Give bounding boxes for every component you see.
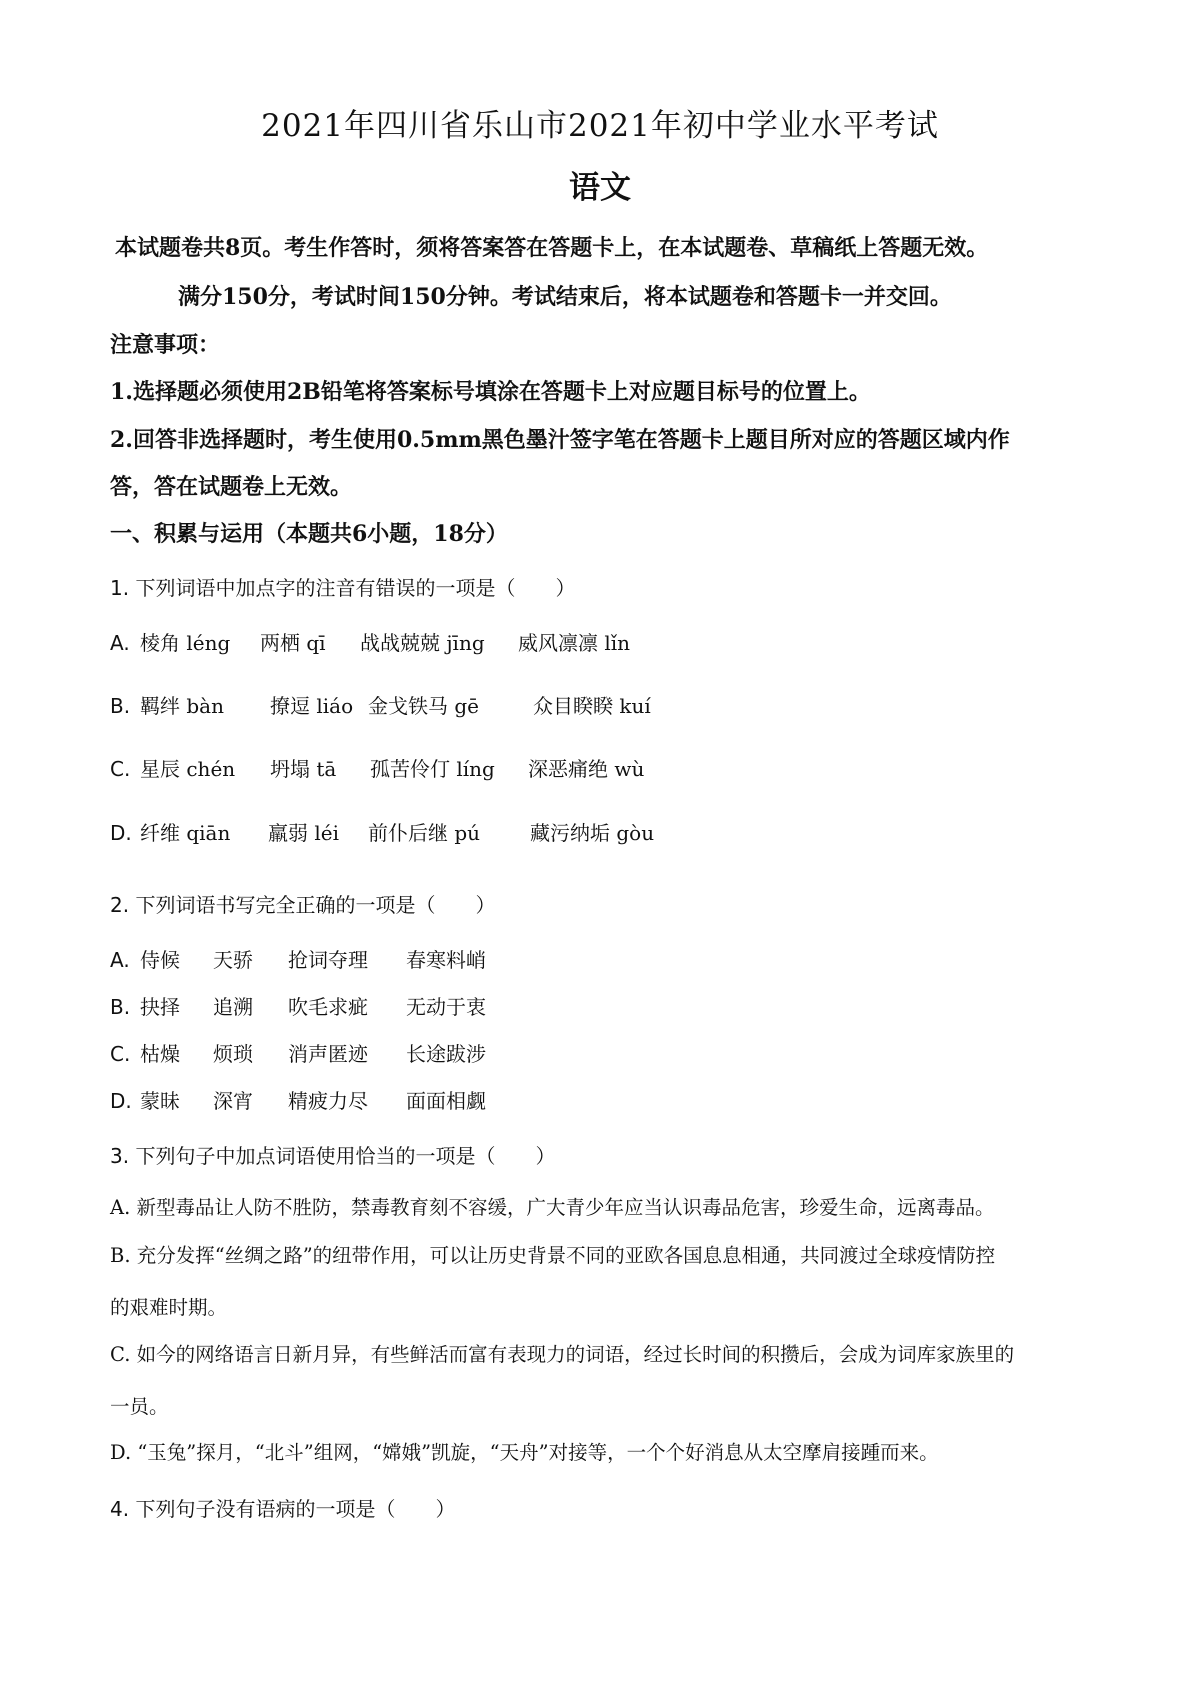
q3-option-d[interactable]: D. “玉兔”探月，“北斗”组网，“嫦娥”凯旋，“天舟”对接等，一个个好消息从太空摩肩接踵而来。 — [110, 1441, 939, 1464]
page-title: 2021年四川省乐山市2021年初中学业水平考试 — [261, 108, 939, 144]
option-item: 纤维 qiān — [140, 821, 231, 845]
option-item: 面面相觑 — [406, 1089, 486, 1113]
option-item: 蒙昧 — [140, 1089, 180, 1113]
question-3-stem: 3. 下列句子中加点词语使用恰当的一项是（ ） — [110, 1144, 556, 1168]
q3-option-b-line-1[interactable]: B. 充分发挥“丝绸之路”的纽带作用，可以让历史背景不同的亚欧各国息息相通，共同渡过全球疫情防控 — [110, 1244, 996, 1267]
option-mark: D. — [110, 1089, 132, 1113]
option-item: 深宵 — [213, 1089, 253, 1113]
option-mark: B. — [110, 694, 131, 718]
option-item: 棱角 léng — [140, 631, 231, 655]
question-1-stem: 1. 下列词语中加点字的注音有错误的一项是（ ） — [110, 576, 576, 600]
q2-option-b[interactable] — [110, 991, 486, 1020]
option-item: 春寒料峭 — [406, 948, 486, 972]
q1-option-c[interactable] — [110, 753, 644, 782]
option-item: 星辰 chén — [140, 757, 236, 781]
option-item: 烦琐 — [213, 1042, 253, 1066]
q2-option-c[interactable] — [110, 1038, 486, 1067]
question-4-stem: 4. 下列句子没有语病的一项是（ ） — [110, 1497, 456, 1521]
q2-option-d[interactable] — [110, 1085, 486, 1114]
question-2-stem: 2. 下列词语书写完全正确的一项是（ ） — [110, 893, 496, 917]
subject-title: 语文 — [569, 170, 631, 206]
q3-option-a[interactable]: A. 新型毒品让人防不胜防，禁毒教育刻不容缓，广大青少年应当认识毒品危害，珍爱生命，远离毒品。 — [110, 1196, 995, 1219]
option-item: 坍塌 tā — [270, 757, 337, 781]
option-item: 孤苦伶仃 líng — [370, 757, 495, 781]
option-item: 长途跋涉 — [406, 1042, 486, 1066]
option-item: 众目睽睽 kuí — [533, 694, 651, 718]
q3-option-b-line-2: 的艰难时期。 — [110, 1296, 228, 1319]
option-item: 抉择 — [140, 995, 180, 1019]
option-item: 羁绊 bàn — [140, 694, 224, 718]
q1-option-d[interactable] — [110, 817, 654, 846]
option-mark: C. — [110, 757, 131, 781]
option-item: 精疲力尽 — [288, 1089, 368, 1113]
option-item: 深恶痛绝 wù — [528, 757, 645, 781]
option-mark: A. — [110, 948, 130, 972]
option-item: 追溯 — [213, 995, 253, 1019]
note-2-line-2: 答，答在试题卷上无效。 — [110, 474, 353, 500]
option-item: 吹毛求疵 — [288, 995, 368, 1019]
q1-option-a[interactable] — [110, 627, 630, 656]
option-item: 藏污纳垢 gòu — [530, 821, 655, 845]
option-item: 枯燥 — [140, 1042, 180, 1066]
option-item: 羸弱 léi — [268, 821, 339, 845]
instruction-line-2: 满分150分，考试时间150分钟。考试结束后，将本试题卷和答题卡一并交回。 — [178, 284, 952, 310]
section-1-title: 一、积累与运用（本题共6小题，18分） — [110, 521, 508, 547]
notes-title: 注意事项： — [110, 332, 221, 358]
option-mark: D. — [110, 821, 132, 845]
option-item: 消声匿迹 — [288, 1042, 368, 1066]
q3-option-c-line-1[interactable]: C. 如今的网络语言日新月异，有些鲜活而富有表现力的词语，经过长时间的积攒后，会成为词库家族里的 — [110, 1343, 1015, 1366]
option-item: 战战兢兢 jīng — [360, 631, 485, 655]
option-item: 无动于衷 — [406, 995, 486, 1019]
option-mark: A. — [110, 631, 130, 655]
option-mark: B. — [110, 995, 131, 1019]
option-item: 两栖 qī — [260, 631, 326, 655]
option-item: 金戈铁马 gē — [368, 694, 479, 718]
option-item: 侍候 — [140, 948, 180, 972]
option-item: 威风凛凛 lǐn — [518, 631, 631, 655]
q3-option-c-line-2: 一员。 — [110, 1395, 169, 1418]
q1-option-b[interactable] — [110, 690, 651, 719]
note-1: 1.选择题必须使用2B铅笔将答案标号填涂在答题卡上对应题目标号的位置上。 — [110, 379, 871, 405]
note-2-line-1: 2.回答非选择题时，考生使用0.5mm黑色墨汁签字笔在答题卡上题目所对应的答题区域内作 — [110, 427, 1010, 453]
option-item: 前仆后继 pú — [368, 821, 481, 845]
option-item: 抢词夺理 — [288, 948, 368, 972]
instruction-line-1: 本试题卷共8页。考生作答时，须将答案答在答题卡上，在本试题卷、草稿纸上答题无效。 — [115, 235, 989, 261]
option-item: 天骄 — [213, 948, 253, 972]
option-item: 撩逗 liáo — [270, 694, 354, 718]
q2-option-a[interactable] — [110, 944, 486, 973]
option-mark: C. — [110, 1042, 131, 1066]
